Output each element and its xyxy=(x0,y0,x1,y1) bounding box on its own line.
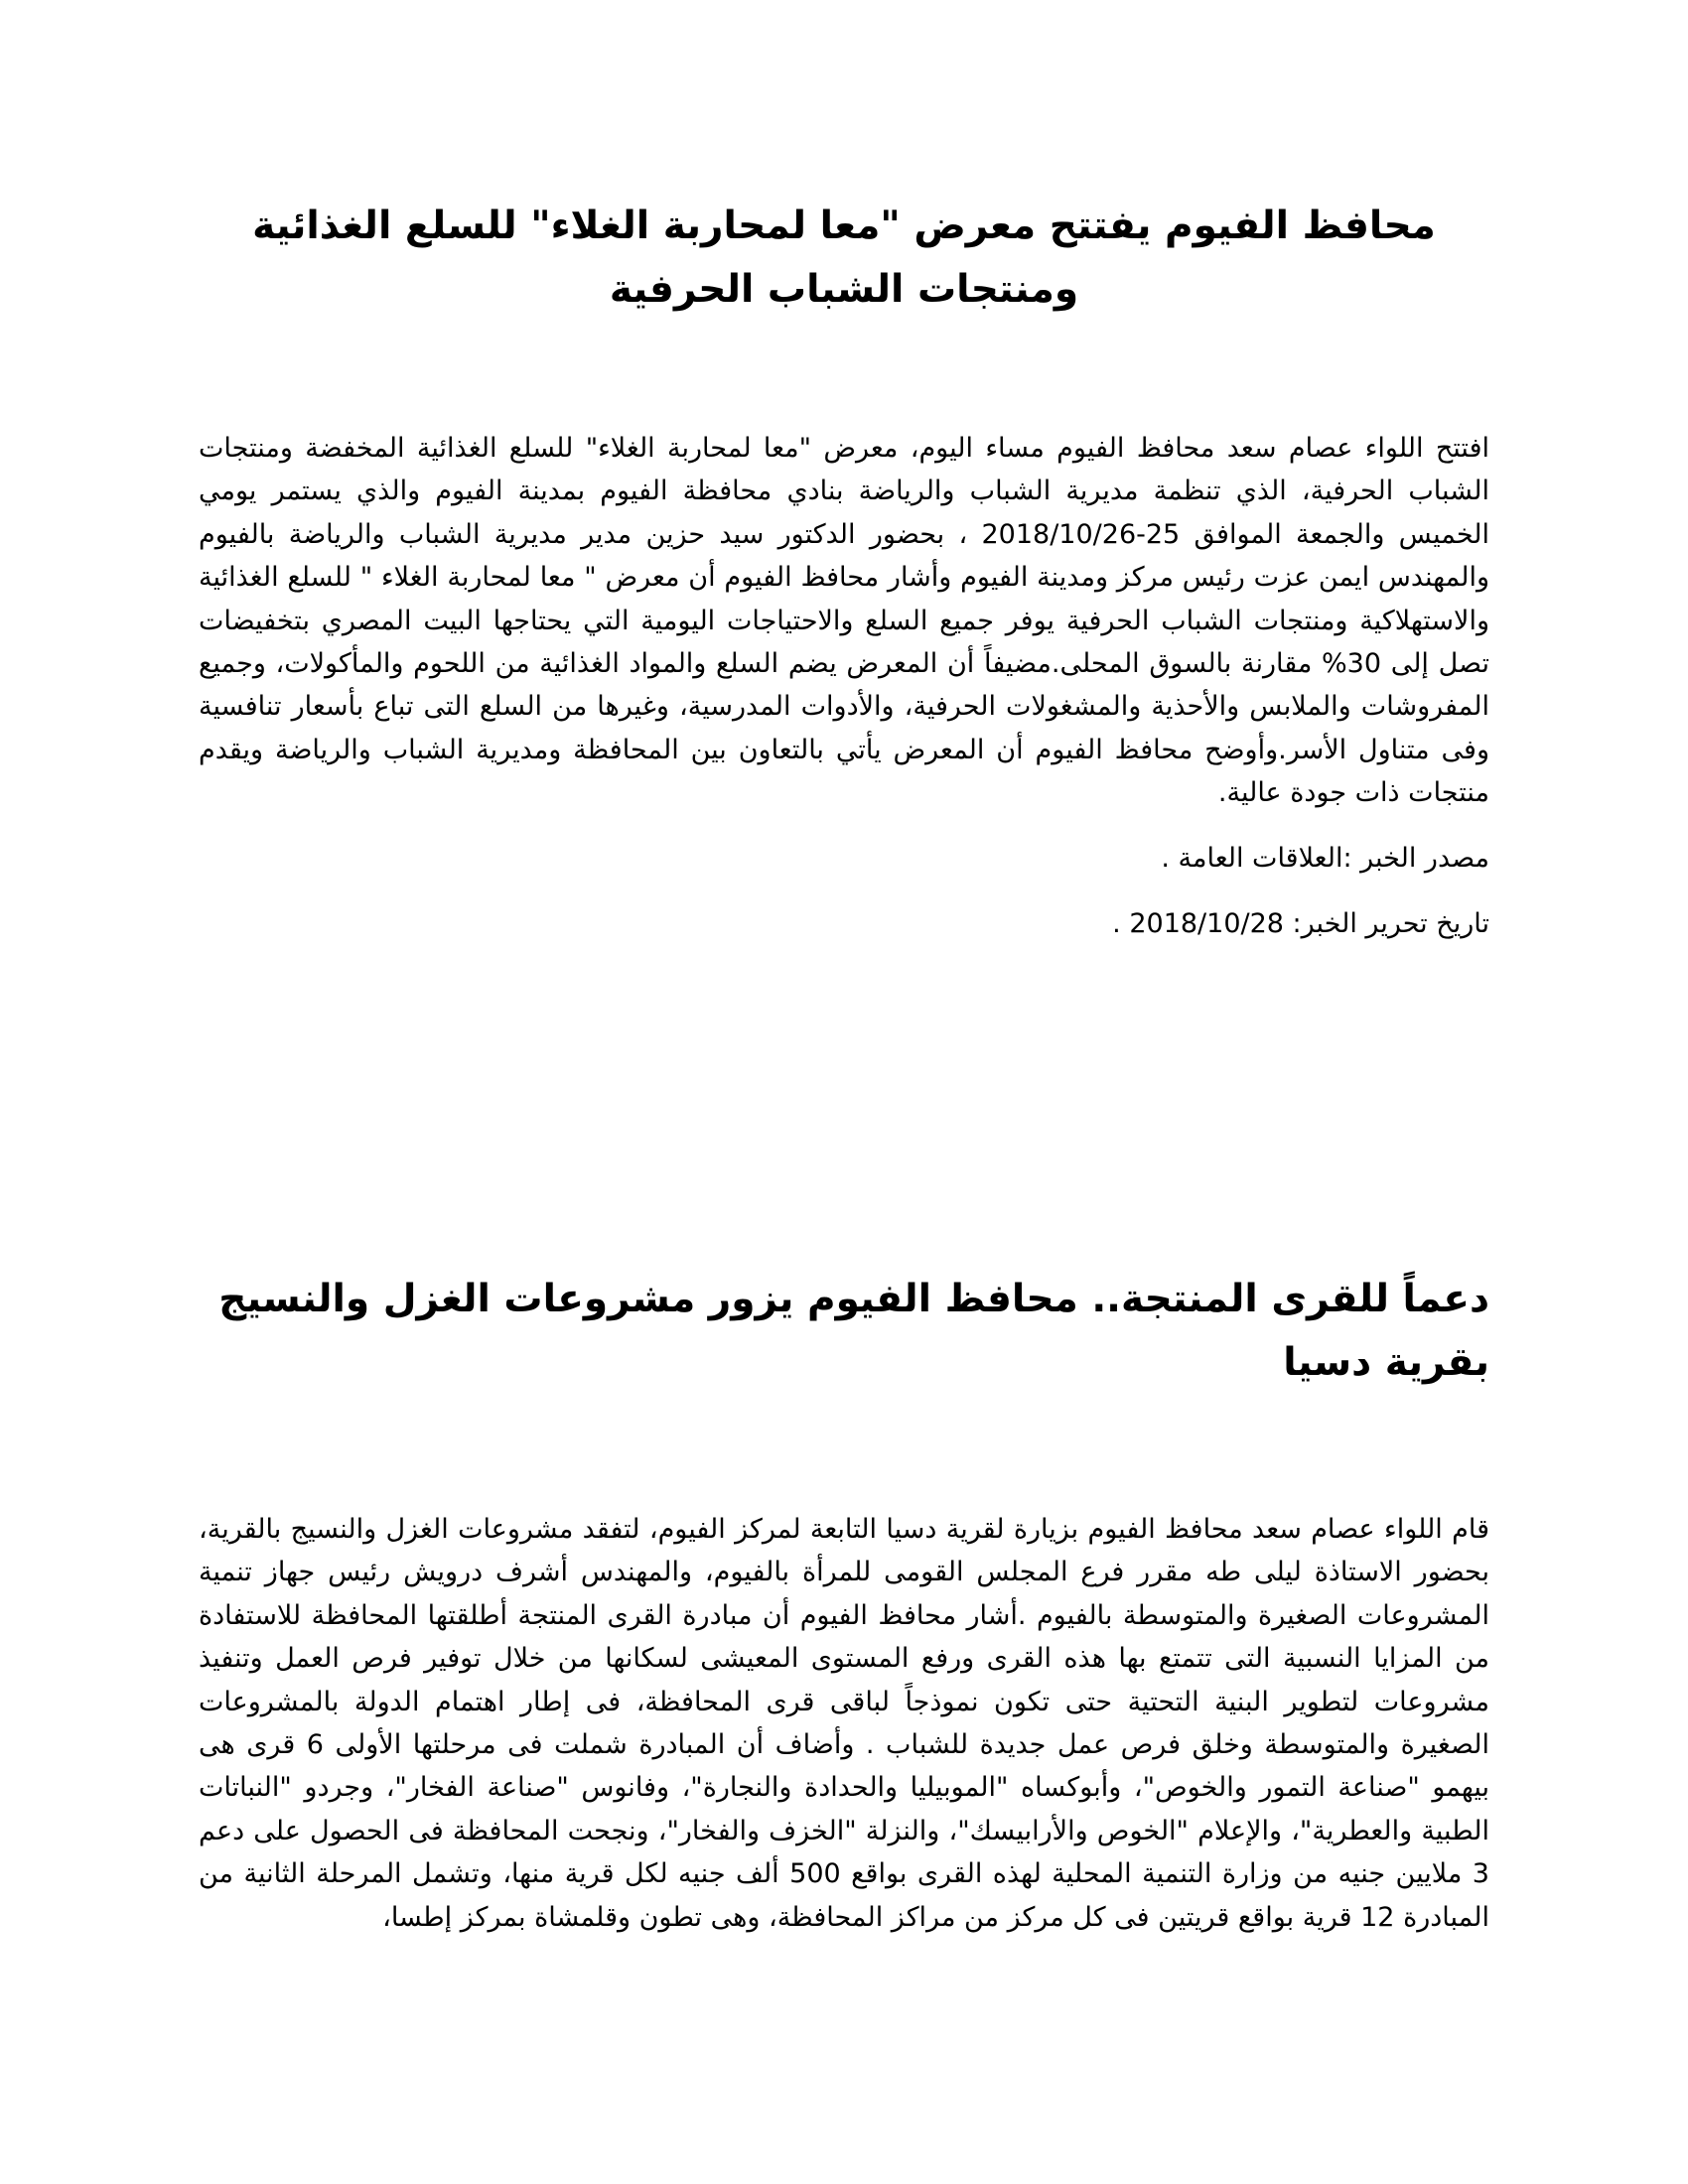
news-date: تاريخ تحرير الخبر: 2018/10/28 . xyxy=(1112,907,1489,939)
article-title: دعماً للقرى المنتجة.. محافظ الفيوم يزور مشروعات الغزل والنسيج بقرية دسيا xyxy=(218,1277,1489,1385)
news-article xyxy=(199,195,1489,944)
news-source: مصدر الخبر :العلاقات العامة . xyxy=(1161,842,1489,874)
article-body: افتتح اللواء عصام سعد محافظ الفيوم مساء اليوم، معرض "معا لمحاربة الغلاء" للسلع الغذائية المخفضة ومنتجات الشباب الحرفية، الذي تنظمة مديرية الشباب والرياضة بنادي محافظة الفيوم بمدينة الفيوم والذي يستمر يومي الخميس والجمعة الموافق 25-2018/10/26 ، بحضور الدكتور سيد حزين مدير مديرية الشباب والرياضة بالفيوم والمهندس ايمن عزت رئيس مركز ومدينة الفيوم وأشار محافظ الفيوم أن معرض " معا لمحاربة الغلاء " للسلع الغذائية والاستهلاكية ومنتجات الشباب الحرفية يوفر جميع السلع والاحتياجات اليومية التي يحتاجها البيت المصري بتخفيضات تصل إلى 30% مقارنة بالسوق المحلى.مضيفاً أن المعرض يضم السلع والمواد الغذائية من اللحوم والمأكولات، وجميع المفروشات والملابس والأحذية والمشغولات الحرفية، والأدوات المدرسية، وغيرها من السلع التى تباع بأسعار تنافسية وفى متناول الأسر.وأوضح محافظ الفيوم أن المعرض يأتي بالتعاون بين المحافظة ومديرية الشباب والرياضة ويقدم منتجات ذات جودة عالية. xyxy=(199,433,1489,809)
news-article xyxy=(199,1268,1489,1939)
article-title: محافظ الفيوم يفتتح معرض "معا لمحاربة الغلاء" للسلع الغذائية ومنتجات الشباب الحرفية xyxy=(252,204,1436,312)
article-body: قام اللواء عصام سعد محافظ الفيوم بزيارة لقرية دسيا التابعة لمركز الفيوم، لتفقد مشروعات الغزل والنسيج بالقرية، بحضور الاستاذة ليلى طه مقرر فرع المجلس القومى للمرأة بالفيوم، والمهندس أشرف درويش رئيس جهاز تنمية المشروعات الصغيرة والمتوسطة بالفيوم .أشار محافظ الفيوم أن مبادرة القرى المنتجة أطلقتها المحافظة للاستفادة من المزايا النسبية التى تتمتع بها هذه القرى ورفع المستوى المعيشى لسكانها من خلال توفير فرص العمل وتنفيذ مشروعات لتطوير البنية التحتية حتى تكون نموذجاً لباقى قرى المحافظة، فى إطار اهتمام الدولة بالمشروعات الصغيرة والمتوسطة وخلق فرص عمل جديدة للشباب . وأضاف أن المبادرة شملت فى مرحلتها الأولى 6 قرى هى بيهمو "صناعة التمور والخوص"، وأبوكساه "الموبيليا والحدادة والنجارة"، وفانوس "صناعة الفخار"، وجردو "النباتات الطبية والعطرية"، والإعلام "الخوص والأرابيسك"، والنزلة "الخزف والفخار"، ونجحت المحافظة فى الحصول على دعم 3 ملايين جنيه من وزارة التنمية المحلية لهذه القرى بواقع 500 ألف جنيه لكل قرية منها، وتشمل المرحلة الثانية من المبادرة 12 قرية بواقع قريتين فى كل مركز من مراكز المحافظة، وهى تطون وقلمشاة بمركز إطسا، xyxy=(199,1514,1489,1933)
